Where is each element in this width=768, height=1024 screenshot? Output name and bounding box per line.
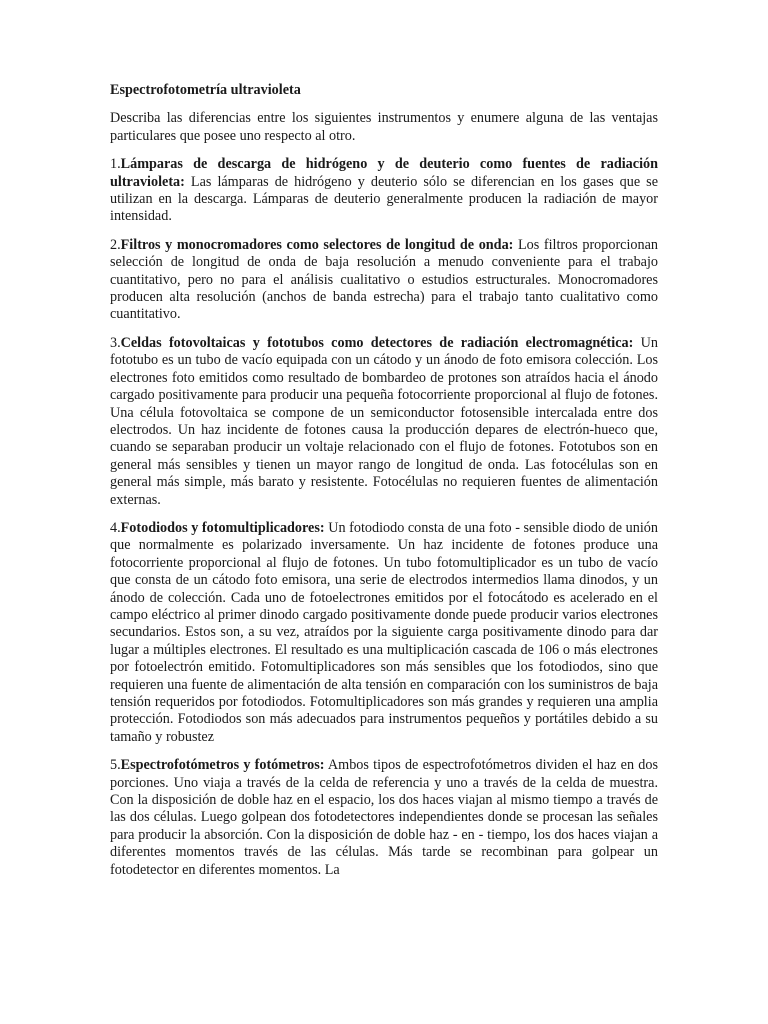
section-heading: Lámparas de descarga de hidrógeno y de deuterio como fuentes de radiación ultravioleta:	[110, 156, 658, 190]
section-3	[110, 335, 658, 509]
section-body: Un fotodiodo consta de una foto - sensible diodo de unión que normalmente es polarizado inversamente. Un haz incidente de fotones produce una fotocorriente proporcional al flujo de fotones. Un tubo fotomultiplicador es un tubo de vacío que consta de un cátodo foto emisora, una serie de electrodos intermedios llama dinodos, y un ánodo de colección. Cada uno de fotoelectrones emitidos por el fotocátodo es acelerado en el campo eléctrico al primer dinodo cargado positivamente donde puede producir varios electrones secundarios. Estos son, a su vez, atraídos por la siguiente carga positivamente dinodo para dar lugar a múltiples electrones. El resultado es una multiplicación cascada de 106 o más electrones por fotoelectrón emitido. Fotomultiplicadores son más sensibles que los fotodiodos, sino que requieren una fuente de alimentación de alta tensión en comparación con los suministros de baja tensión requeridos por fotodiodos. Fotomultiplicadores son más grandes y requieren una amplia protección. Fotodiodos son más adecuados para instrumentos pequeños y portátiles debido a su tamaño y robustez	[110, 519, 658, 745]
section-1	[110, 156, 658, 226]
section-number: 4.	[110, 519, 121, 536]
section-body: Las lámparas de hidrógeno y deuterio sólo se diferencian en los gases que se utilizan en la descarga. Lámparas de deuterio generalmente producen la radiación de mayor intensidad.	[110, 173, 658, 225]
section-body: Ambos tipos de espectrofotómetros dividen el haz en dos porciones. Uno viaja a través de la celda de referencia y uno a través de la celda de muestra. Con la disposición de doble haz en el espacio, los dos haces viajan al mismo tiempo a través de las dos células. Luego golpean dos fotodetectores independientes donde se procesan las señales para producir la absorción. Con la disposición de doble haz - en - tiempo, los dos haces viajan a diferentes momentos través de las células. Más tarde se recombinan para golpear un fotodetector en diferentes momentos. La	[110, 757, 658, 878]
intro-paragraph: Describa las diferencias entre los siguientes instrumentos y enumere alguna de las ventajas particulares que posee uno respecto al otro.	[110, 110, 658, 144]
section-heading: Filtros y monocromadores como selectores de longitud de onda:	[120, 236, 514, 253]
section-number: 1.	[110, 156, 121, 173]
section-number: 5.	[110, 757, 121, 774]
section-heading: Espectrofotómetros y fotómetros:	[120, 757, 325, 774]
section-body: Un fototubo es un tubo de vacío equipada con un cátodo y un ánodo de foto emisora colección. Los electrones foto emitidos como resultado de bombardeo de protones son atraídos hacia el ánodo cargado positivamente para producir una pequeña fotocorriente proporcional al flujo de fotones. Una célula fotovoltaica se compone de un semiconductor fotosensible intercalada entre dos electrodos. Un haz incidente de fotones causa la producción depares de electrón-hueco que, cuando se separaban producir un voltaje relacionado con el flujo de fotones. Fototubos son en general más sensibles y tienen un mayor rango de longitud de onda. Las fotocélulas son en general más simple, más barato y resistente. Fotocélulas no requieren fuentes de alimentación externas.	[110, 334, 658, 508]
section-number: 3.	[110, 334, 121, 351]
document-page	[110, 82, 658, 890]
document-title: Espectrofotometría ultravioleta	[110, 82, 301, 98]
section-number: 2.	[110, 236, 121, 253]
section-5	[110, 757, 658, 879]
section-2	[110, 237, 658, 324]
section-body: Los filtros proporcionan selección de longitud de onda de baja resolución a menudo conveniente para el trabajo cuantitativo, pero no para el análisis cualitativo o estudios estructurales. Monocromadores producen alta resolución (anchos de banda estrecha) para el trabajo tanto cualitativo como cuantitativo.	[110, 236, 658, 323]
section-heading: Celdas fotovoltaicas y fototubos como detectores de radiación electromagnética:	[120, 334, 634, 351]
section-4	[110, 520, 658, 746]
section-heading: Fotodiodos y fotomultiplicadores:	[120, 519, 325, 536]
